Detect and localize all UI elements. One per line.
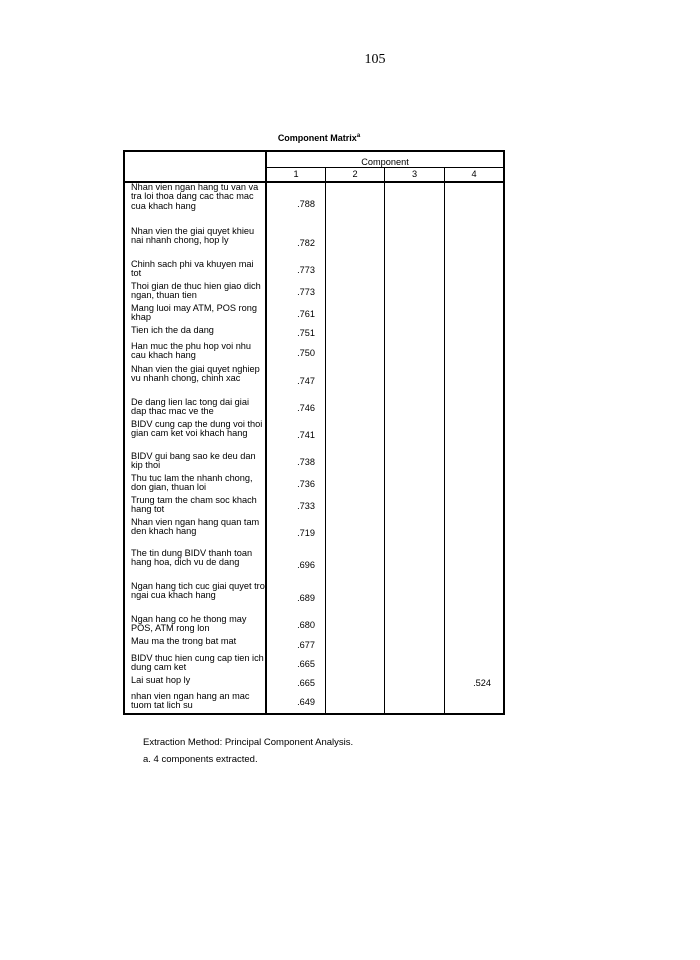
loading-cell-component-4 — [445, 637, 505, 654]
loading-cell-component-3 — [385, 549, 445, 582]
column-header-3: 3 — [385, 168, 445, 183]
loading-cell-component-1: .751 — [266, 326, 326, 342]
loading-cell-component-2 — [326, 304, 385, 326]
loading-cell-component-3 — [385, 342, 445, 365]
loading-cell-component-4 — [445, 398, 505, 420]
table-row — [124, 676, 504, 692]
table-row — [124, 692, 504, 714]
row-label: BIDV cung cap the dung voi thoi gian cam ket voi khach hang — [124, 420, 266, 452]
row-label: Han muc the phu hop voi nhu cau khach hang — [124, 342, 266, 365]
table-row — [124, 260, 504, 282]
table-row — [124, 518, 504, 549]
table-body — [124, 182, 504, 714]
loading-cell-component-1: .761 — [266, 304, 326, 326]
loading-cell-component-3 — [385, 227, 445, 260]
loading-cell-component-2 — [326, 692, 385, 714]
loading-cell-component-2 — [326, 182, 385, 227]
table-row — [124, 282, 504, 304]
loading-cell-component-4 — [445, 452, 505, 474]
row-label: Thoi gian de thuc hien giao dich ngan, thuan tien — [124, 282, 266, 304]
loading-cell-component-3 — [385, 676, 445, 692]
row-label: Ngan hang tich cuc giai quyet tro ngai cua khach hang — [124, 582, 266, 615]
row-label: nhan vien ngan hang an mac tuom tat lich su — [124, 692, 266, 714]
loading-cell-component-2 — [326, 326, 385, 342]
loading-cell-component-2 — [326, 615, 385, 637]
loading-cell-component-4 — [445, 496, 505, 518]
loading-cell-component-3 — [385, 260, 445, 282]
row-label: Nhan vien the giai quyet khieu nai nhanh chong, hop ly — [124, 227, 266, 260]
row-label: BIDV gui bang sao ke deu dan kip thoi — [124, 452, 266, 474]
table-row — [124, 182, 504, 227]
loading-cell-component-3 — [385, 304, 445, 326]
row-label: Ngan hang co he thong may POS, ATM rong lon — [124, 615, 266, 637]
table-row — [124, 342, 504, 365]
loading-cell-component-3 — [385, 496, 445, 518]
table-title — [124, 133, 514, 143]
loading-cell-component-4: .524 — [445, 676, 505, 692]
loading-cell-component-2 — [326, 518, 385, 549]
loading-cell-component-1: .719 — [266, 518, 326, 549]
row-label: Mang luoi may ATM, POS rong khap — [124, 304, 266, 326]
loading-cell-component-1: .773 — [266, 282, 326, 304]
component-header: Component — [266, 151, 504, 168]
loading-cell-component-2 — [326, 637, 385, 654]
loading-cell-component-1: .649 — [266, 692, 326, 714]
row-label: The tin dung BIDV thanh toan hang hoa, dich vu de dang — [124, 549, 266, 582]
row-label: BIDV thuc hien cung cap tien ich dung cam ket — [124, 654, 266, 676]
loading-cell-component-2 — [326, 474, 385, 496]
loading-cell-component-3 — [385, 182, 445, 227]
loading-cell-component-4 — [445, 615, 505, 637]
extraction-method-note: Extraction Method: Principal Component Analysis. — [143, 737, 354, 748]
row-label: Nhan vien ngan hang quan tam den khach hang — [124, 518, 266, 549]
loading-cell-component-2 — [326, 227, 385, 260]
loading-cell-component-4 — [445, 282, 505, 304]
loading-cell-component-1: .736 — [266, 474, 326, 496]
loading-cell-component-2 — [326, 365, 385, 398]
loading-cell-component-1: .746 — [266, 398, 326, 420]
loading-cell-component-4 — [445, 582, 505, 615]
loading-cell-component-3 — [385, 637, 445, 654]
loading-cell-component-1: .733 — [266, 496, 326, 518]
loading-cell-component-1: .680 — [266, 615, 326, 637]
row-label: Mau ma the trong bat mat — [124, 637, 266, 654]
loading-cell-component-4 — [445, 654, 505, 676]
loading-cell-component-2 — [326, 398, 385, 420]
row-label: Nhan vien ngan hang tu van va tra loi thoa dang cac thac mac cua khach hang — [124, 182, 266, 227]
loading-cell-component-1: .747 — [266, 365, 326, 398]
loading-cell-component-1: .773 — [266, 260, 326, 282]
loading-cell-component-3 — [385, 326, 445, 342]
loading-cell-component-3 — [385, 452, 445, 474]
loading-cell-component-4 — [445, 692, 505, 714]
loading-cell-component-1: .788 — [266, 182, 326, 227]
loading-cell-component-4 — [445, 420, 505, 452]
table-row — [124, 304, 504, 326]
loading-cell-component-4 — [445, 518, 505, 549]
loading-cell-component-1: .696 — [266, 549, 326, 582]
loading-cell-component-4 — [445, 326, 505, 342]
table-row — [124, 452, 504, 474]
table-row — [124, 549, 504, 582]
column-header-2: 2 — [326, 168, 385, 183]
table-title-text: Component Matrix — [277, 133, 357, 143]
footnote: a. 4 components extracted. — [143, 754, 258, 765]
loading-cell-component-4 — [445, 227, 505, 260]
loading-cell-component-2 — [326, 654, 385, 676]
loading-cell-component-2 — [326, 676, 385, 692]
loading-cell-component-3 — [385, 615, 445, 637]
loading-cell-component-1: .677 — [266, 637, 326, 654]
row-label: Nhan vien the giai quyet nghiep vu nhanh chong, chinh xac — [124, 365, 266, 398]
table-row — [124, 615, 504, 637]
loading-cell-component-3 — [385, 518, 445, 549]
loading-cell-component-1: .750 — [266, 342, 326, 365]
loading-cell-component-2 — [326, 496, 385, 518]
loading-cell-component-3 — [385, 365, 445, 398]
loading-cell-component-4 — [445, 182, 505, 227]
column-header-1: 1 — [266, 168, 326, 183]
loading-cell-component-1: .689 — [266, 582, 326, 615]
loading-cell-component-1: .782 — [266, 227, 326, 260]
row-label: Thu tuc lam the nhanh chong, don gian, thuan loi — [124, 474, 266, 496]
table-row — [124, 227, 504, 260]
loading-cell-component-4 — [445, 260, 505, 282]
component-matrix-table — [123, 150, 505, 715]
table-row — [124, 420, 504, 452]
table-title-superscript: a — [356, 133, 361, 139]
table-row — [124, 637, 504, 654]
loading-cell-component-3 — [385, 474, 445, 496]
loading-cell-component-3 — [385, 420, 445, 452]
loading-cell-component-3 — [385, 692, 445, 714]
corner-cell — [124, 151, 266, 182]
loading-cell-component-2 — [326, 260, 385, 282]
table-row — [124, 398, 504, 420]
loading-cell-component-2 — [326, 282, 385, 304]
row-label: Trung tam the cham soc khach hang tot — [124, 496, 266, 518]
loading-cell-component-4 — [445, 342, 505, 365]
table-row — [124, 582, 504, 615]
row-label: Tien ich the da dang — [124, 326, 266, 342]
loading-cell-component-2 — [326, 452, 385, 474]
row-label: Lai suat hop ly — [124, 676, 266, 692]
loading-cell-component-2 — [326, 420, 385, 452]
loading-cell-component-4 — [445, 549, 505, 582]
loading-cell-component-1: .665 — [266, 654, 326, 676]
table-row — [124, 474, 504, 496]
loading-cell-component-4 — [445, 474, 505, 496]
loading-cell-component-3 — [385, 282, 445, 304]
loading-cell-component-3 — [385, 654, 445, 676]
loading-cell-component-2 — [326, 549, 385, 582]
loading-cell-component-4 — [445, 365, 505, 398]
table-row — [124, 496, 504, 518]
row-label: De dang lien lac tong dai giai dap thac mac ve the — [124, 398, 266, 420]
loading-cell-component-4 — [445, 304, 505, 326]
loading-cell-component-2 — [326, 582, 385, 615]
page-number: 105 — [364, 52, 386, 67]
loading-cell-component-1: .738 — [266, 452, 326, 474]
column-header-4: 4 — [445, 168, 505, 183]
table-row — [124, 365, 504, 398]
loading-cell-component-1: .665 — [266, 676, 326, 692]
table-row — [124, 326, 504, 342]
table-row — [124, 654, 504, 676]
loading-cell-component-2 — [326, 342, 385, 365]
loading-cell-component-3 — [385, 398, 445, 420]
loading-cell-component-1: .741 — [266, 420, 326, 452]
loading-cell-component-3 — [385, 582, 445, 615]
row-label: Chinh sach phi va khuyen mai tot — [124, 260, 266, 282]
